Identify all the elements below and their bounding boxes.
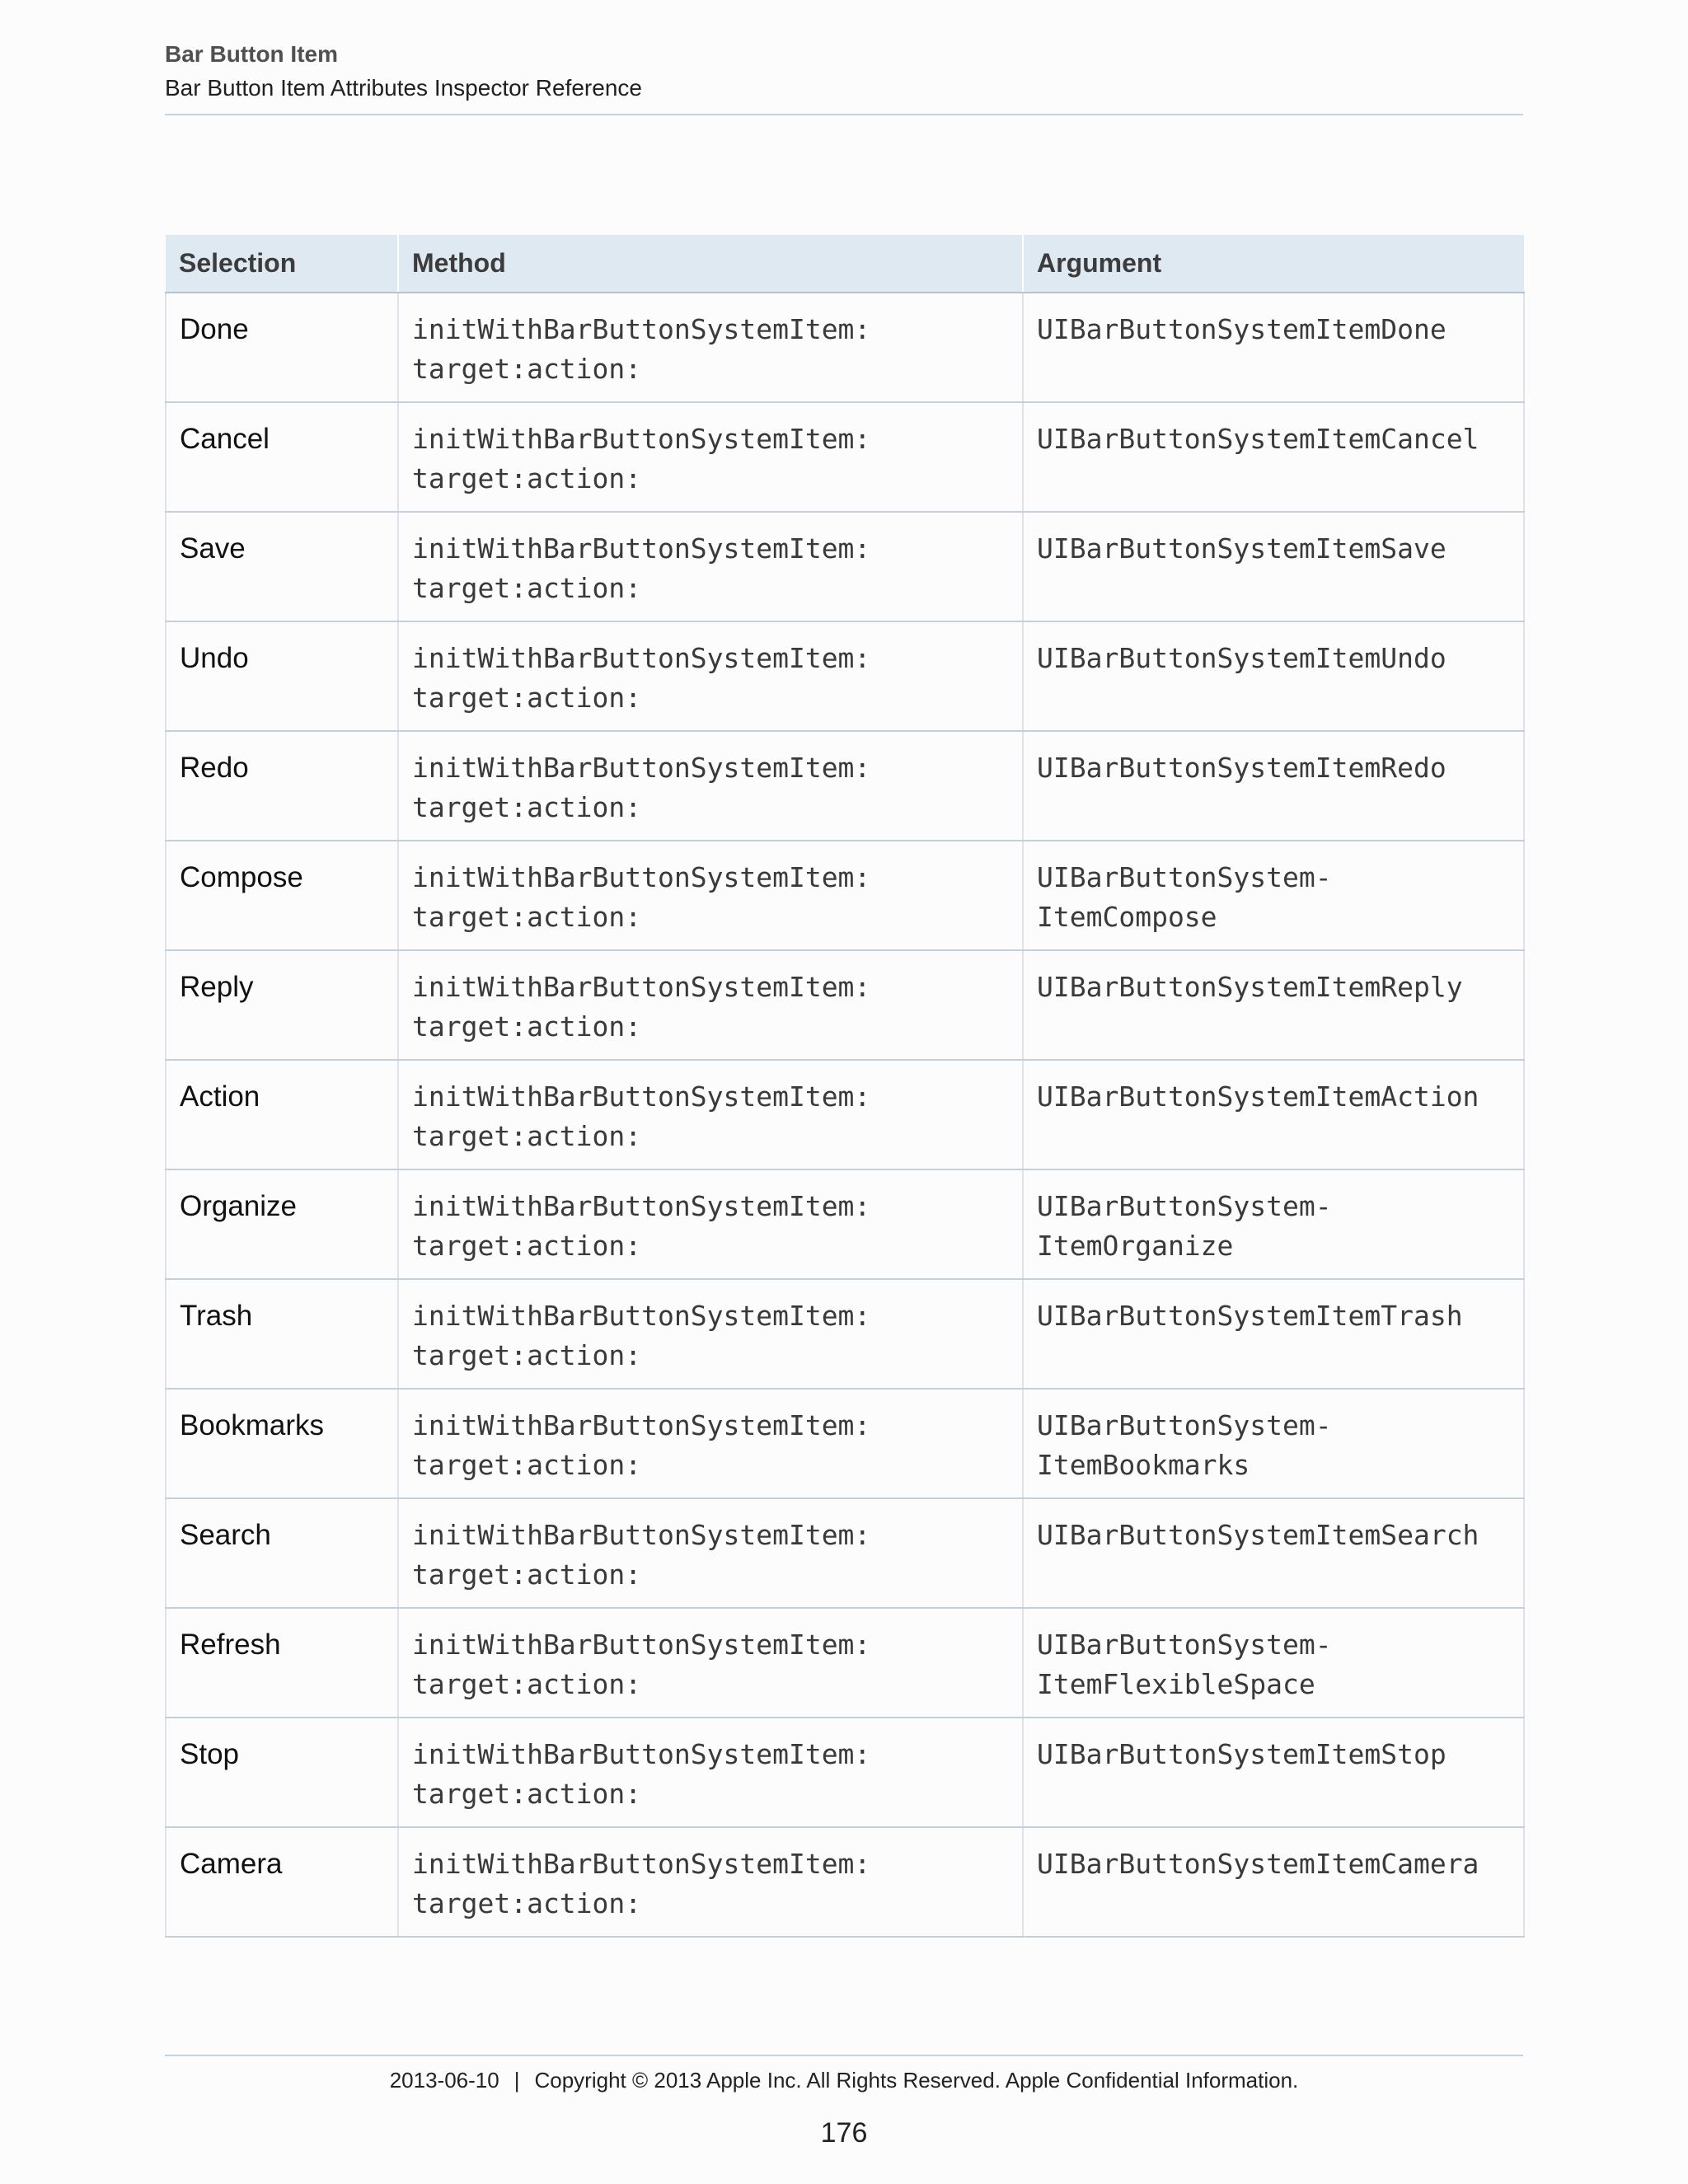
method-text-line: initWithBarButtonSystemItem:: [412, 1519, 871, 1551]
table-header-row: [166, 235, 1524, 293]
chapter-title: Bar Button Item: [165, 41, 338, 67]
table-row: [166, 1169, 1524, 1279]
argument-text-line: UIBarButtonSystemItemAction: [1037, 1080, 1479, 1113]
argument-cell: [1023, 1608, 1524, 1718]
selection-text: Trash: [180, 1300, 253, 1332]
selection-cell: [166, 1060, 398, 1169]
method-text-line: target:action:: [412, 1668, 642, 1700]
section-title: Bar Button Item Attributes Inspector Reference: [165, 75, 642, 101]
page-footer: [165, 2065, 1523, 2095]
method-cell: [398, 1608, 1023, 1718]
argument-cell: [1023, 1827, 1524, 1937]
argument-text-line: UIBarButtonSystemItemCancel: [1037, 423, 1479, 455]
argument-text-line: UIBarButtonSystemItemRedo: [1037, 752, 1447, 784]
table-row: [166, 1498, 1524, 1608]
page-number: 176: [820, 2117, 868, 2149]
footer-copyright: Copyright © 2013 Apple Inc. All Rights Reserved. Apple Confidential Information.: [534, 2068, 1299, 2093]
argument-cell: [1023, 512, 1524, 621]
selection-text: Stop: [180, 1738, 239, 1770]
table-row: [166, 1718, 1524, 1827]
selection-text: Organize: [180, 1190, 298, 1222]
method-text-line: initWithBarButtonSystemItem:: [412, 752, 871, 784]
selection-cell: [166, 1718, 398, 1827]
method-text-line: initWithBarButtonSystemItem:: [412, 1080, 871, 1113]
method-cell: [398, 1718, 1023, 1827]
argument-cell: [1023, 621, 1524, 731]
method-text-line: initWithBarButtonSystemItem:: [412, 1409, 871, 1441]
selection-text: Compose: [180, 861, 303, 893]
method-text-line: initWithBarButtonSystemItem:: [412, 1848, 871, 1880]
method-text-line: initWithBarButtonSystemItem:: [412, 1629, 871, 1661]
column-header-argument: Argument: [1023, 235, 1524, 293]
method-text-line: target:action:: [412, 1339, 642, 1371]
argument-text-line: UIBarButtonSystem-: [1037, 1409, 1332, 1441]
argument-text-line: UIBarButtonSystemItemSearch: [1037, 1519, 1479, 1551]
argument-cell: [1023, 841, 1524, 950]
selection-text: Undo: [180, 642, 249, 674]
method-cell: [398, 402, 1023, 512]
method-text-line: target:action:: [412, 901, 642, 933]
argument-text-line: UIBarButtonSystemItemCamera: [1037, 1848, 1479, 1880]
table-row: [166, 950, 1524, 1060]
table-row: [166, 1060, 1524, 1169]
selection-cell: [166, 512, 398, 621]
method-text-line: initWithBarButtonSystemItem:: [412, 642, 871, 674]
selection-text: Cancel: [180, 423, 270, 455]
table-row: [166, 841, 1524, 950]
argument-cell: [1023, 950, 1524, 1060]
argument-cell: [1023, 731, 1524, 841]
selection-cell: [166, 402, 398, 512]
method-cell: [398, 1279, 1023, 1389]
selection-text: Save: [180, 532, 246, 565]
method-text-line: initWithBarButtonSystemItem:: [412, 532, 871, 565]
method-cell: [398, 841, 1023, 950]
method-text-line: target:action:: [412, 1010, 642, 1043]
selection-cell: [166, 950, 398, 1060]
method-cell: [398, 1169, 1023, 1279]
selection-cell: [166, 1498, 398, 1608]
selection-cell: [166, 1608, 398, 1718]
method-text-line: target:action:: [412, 462, 642, 494]
footer-separator: |: [513, 2068, 520, 2093]
method-cell: [398, 1827, 1023, 1937]
method-text-line: target:action:: [412, 353, 642, 385]
method-text-line: initWithBarButtonSystemItem:: [412, 971, 871, 1003]
argument-text-line: ItemCompose: [1037, 901, 1217, 933]
method-text-line: target:action:: [412, 1778, 642, 1810]
footer-divider: [165, 2055, 1523, 2056]
method-text-line: initWithBarButtonSystemItem:: [412, 313, 871, 345]
table-row: [166, 1608, 1524, 1718]
selection-text: Bookmarks: [180, 1409, 325, 1441]
table-row: [166, 1827, 1524, 1937]
method-text-line: initWithBarButtonSystemItem:: [412, 1190, 871, 1222]
selection-cell: [166, 841, 398, 950]
column-header-selection: Selection: [166, 235, 398, 293]
table-row: [166, 731, 1524, 841]
selection-cell: [166, 1827, 398, 1937]
method-cell: [398, 950, 1023, 1060]
argument-cell: [1023, 293, 1524, 402]
argument-text-line: UIBarButtonSystem-: [1037, 861, 1332, 893]
table-row: [166, 621, 1524, 731]
method-cell: [398, 731, 1023, 841]
selection-cell: [166, 1279, 398, 1389]
method-text-line: target:action:: [412, 791, 642, 823]
argument-text-line: UIBarButtonSystem-: [1037, 1190, 1332, 1222]
page-header: [165, 38, 1523, 105]
selection-cell: [166, 1169, 398, 1279]
table-row: [166, 402, 1524, 512]
argument-text-line: UIBarButtonSystemItemSave: [1037, 532, 1447, 565]
argument-text-line: ItemOrganize: [1037, 1230, 1234, 1262]
method-cell: [398, 293, 1023, 402]
table-row: [166, 512, 1524, 621]
method-text-line: initWithBarButtonSystemItem:: [412, 423, 871, 455]
method-cell: [398, 1498, 1023, 1608]
argument-cell: [1023, 1279, 1524, 1389]
selection-text: Search: [180, 1519, 271, 1551]
selection-cell: [166, 1389, 398, 1498]
method-cell: [398, 621, 1023, 731]
method-text-line: initWithBarButtonSystemItem:: [412, 1738, 871, 1770]
argument-cell: [1023, 1060, 1524, 1169]
method-cell: [398, 512, 1023, 621]
argument-cell: [1023, 1718, 1524, 1827]
selection-text: Done: [180, 313, 249, 345]
method-text-line: target:action:: [412, 1120, 642, 1152]
table-row: [166, 1279, 1524, 1389]
argument-cell: [1023, 402, 1524, 512]
table-row: [166, 293, 1524, 402]
selection-cell: [166, 731, 398, 841]
method-text-line: target:action:: [412, 1449, 642, 1481]
argument-text-line: UIBarButtonSystemItemDone: [1037, 313, 1447, 345]
argument-text-line: ItemBookmarks: [1037, 1449, 1250, 1481]
selection-cell: [166, 621, 398, 731]
argument-text-line: ItemFlexibleSpace: [1037, 1668, 1315, 1700]
method-text-line: target:action:: [412, 682, 642, 714]
selection-text: Reply: [180, 971, 254, 1003]
method-cell: [398, 1389, 1023, 1498]
selection-cell: [166, 293, 398, 402]
method-text-line: target:action:: [412, 1887, 642, 1919]
argument-text-line: UIBarButtonSystem-: [1037, 1629, 1332, 1661]
footer-date: 2013-06-10: [389, 2068, 499, 2093]
column-header-method: Method: [398, 235, 1023, 293]
argument-cell: [1023, 1389, 1524, 1498]
reference-table: [165, 235, 1525, 1938]
argument-cell: [1023, 1498, 1524, 1608]
method-text-line: target:action:: [412, 1558, 642, 1591]
table-body: [166, 293, 1524, 1937]
method-text-line: target:action:: [412, 1230, 642, 1262]
method-cell: [398, 1060, 1023, 1169]
argument-text-line: UIBarButtonSystemItemTrash: [1037, 1300, 1463, 1332]
method-text-line: initWithBarButtonSystemItem:: [412, 1300, 871, 1332]
selection-text: Refresh: [180, 1629, 281, 1661]
selection-text: Redo: [180, 752, 249, 784]
argument-text-line: UIBarButtonSystemItemStop: [1037, 1738, 1447, 1770]
selection-text: Action: [180, 1080, 260, 1113]
method-text-line: target:action:: [412, 572, 642, 604]
selection-text: Camera: [180, 1848, 283, 1880]
argument-cell: [1023, 1169, 1524, 1279]
argument-text-line: UIBarButtonSystemItemUndo: [1037, 642, 1447, 674]
method-text-line: initWithBarButtonSystemItem:: [412, 861, 871, 893]
table-row: [166, 1389, 1524, 1498]
header-divider: [165, 114, 1523, 115]
argument-text-line: UIBarButtonSystemItemReply: [1037, 971, 1463, 1003]
